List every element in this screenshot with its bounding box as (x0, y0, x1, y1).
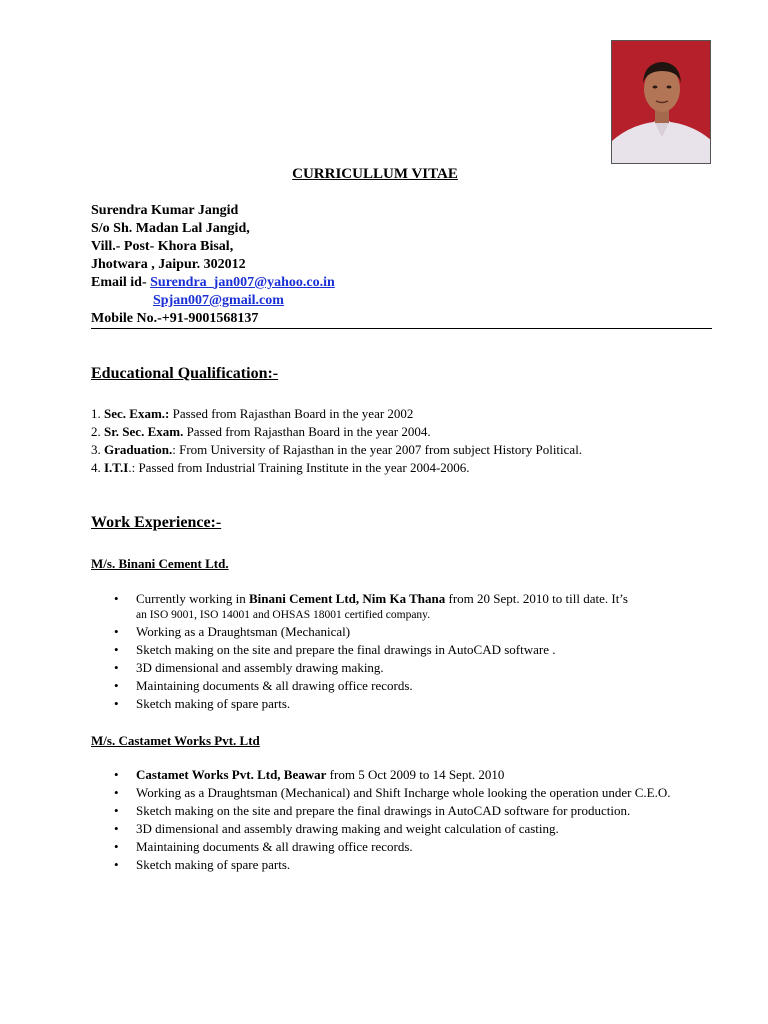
candidate-name: Surendra Kumar Jangid (91, 203, 239, 218)
email-row-2 (91, 292, 335, 310)
list-item: • Sketch making of spare parts. (114, 695, 714, 713)
address-city: Jhotwara , Jaipur. 302012 (91, 257, 246, 272)
divider-line (91, 328, 712, 329)
qualification-item: 2. Sr. Sec. Exam. Passed from Rajasthan Board in the year 2004. (91, 424, 431, 439)
profile-photo (611, 40, 711, 164)
castamet-duties-list (114, 766, 714, 874)
education-list (91, 405, 582, 477)
list-item: • Currently working in Binani Cement Ltd, Nim Ka Thana from 20 Sept. 2010 to till date. It’s an ISO 9001, ISO 14001 and OHSAS 18001 certified company. (114, 590, 714, 623)
document-title: CURRICULLUM VITAE (292, 166, 458, 182)
list-item: • Maintaining documents & all drawing office records. (114, 838, 714, 856)
qualification-item: 3. Graduation.: From University of Rajasthan in the year 2007 from subject History Political. (91, 442, 583, 457)
company-name-binani: M/s. Binani Cement Ltd. (91, 556, 229, 571)
list-item: • Sketch making on the site and prepare the final drawings in AutoCAD software . (114, 641, 714, 659)
email-link-gmail[interactable]: Spjan007@gmail.com (153, 293, 284, 308)
list-item: • Working as a Draughtsman (Mechanical) and Shift Incharge whole looking the operation under C.E.O. (114, 784, 696, 802)
email-row (91, 274, 335, 292)
list-item: • Maintaining documents & all drawing office records. (114, 677, 714, 695)
work-heading: Work Experience:- (91, 514, 222, 531)
list-item: • Sketch making of spare parts. (114, 856, 714, 874)
email-label: Email id- (91, 275, 147, 290)
list-item: • Working as a Draughtsman (Mechanical) (114, 623, 714, 641)
list-item: • 3D dimensional and assembly drawing making. (114, 659, 714, 677)
education-heading: Educational Qualification:- (91, 365, 279, 382)
list-item: • Castamet Works Pvt. Ltd, Beawar from 5 Oct 2009 to 14 Sept. 2010 (114, 766, 714, 784)
address-village: Vill.- Post- Khora Bisal, (91, 239, 234, 254)
portrait-image (612, 41, 711, 164)
qualification-item: 1. Sec. Exam.: Passed from Rajasthan Board in the year 2002 (91, 406, 414, 421)
mobile-number: Mobile No.-+91-9001568137 (91, 311, 259, 326)
qualification-item: 4. I.T.I.: Passed from Industrial Training Institute in the year 2004-2006. (91, 460, 470, 475)
list-item: • Sketch making on the site and prepare the final drawings in AutoCAD software for production. (114, 802, 714, 820)
contact-block (91, 202, 335, 328)
list-item: • 3D dimensional and assembly drawing making and weight calculation of casting. (114, 820, 714, 838)
father-name: S/o Sh. Madan Lal Jangid, (91, 221, 250, 236)
email-link-yahoo[interactable]: Surendra_jan007@yahoo.co.in (150, 275, 335, 290)
binani-duties-list (114, 590, 714, 713)
company-name-castamet: M/s. Castamet Works Pvt. Ltd (91, 733, 260, 748)
